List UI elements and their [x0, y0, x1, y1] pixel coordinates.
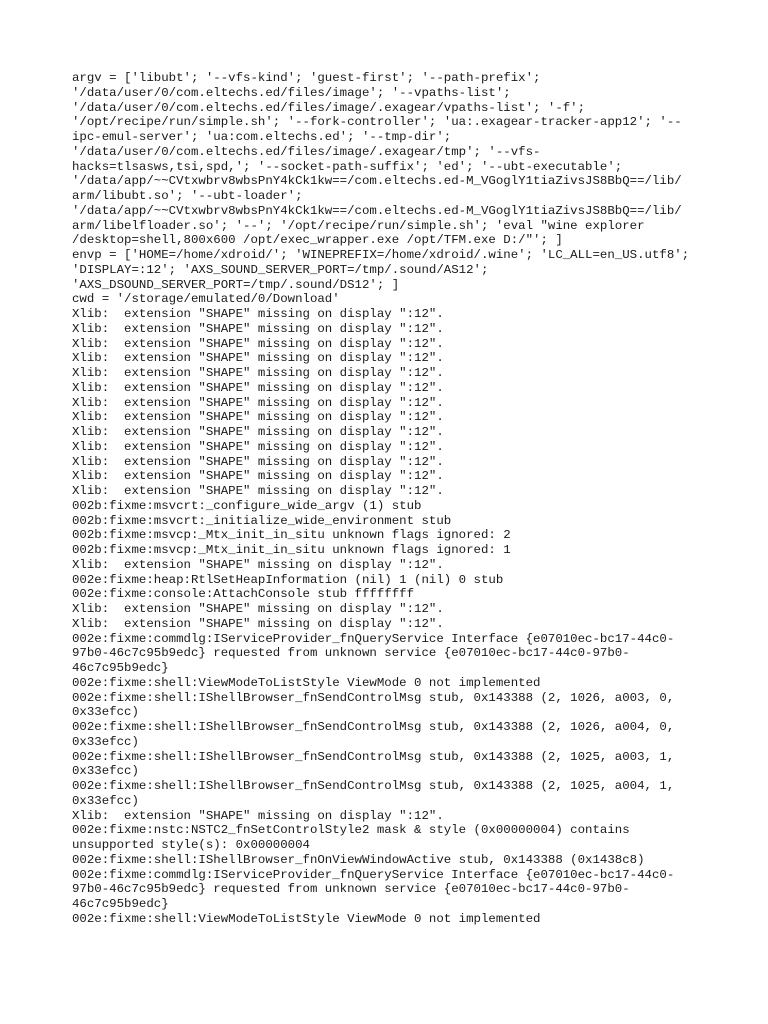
- log-line: Xlib: extension "SHAPE" missing on display ":12".: [72, 439, 444, 454]
- log-line: Xlib: extension "SHAPE" missing on display ":12".: [72, 321, 444, 336]
- log-line: 46c7c95b9edc}: [72, 661, 169, 675]
- log-line: 0x33efcc): [72, 793, 139, 808]
- log-line: Xlib: extension "SHAPE" missing on display ":12".: [72, 366, 444, 380]
- log-line: 002e:fixme:console:AttachConsole stub ffffffff: [72, 587, 415, 602]
- log-line: 002e:fixme:commdlg:IServiceProvider_fnQueryService Interface {e07010ec-bc17-44c0-: [72, 867, 675, 882]
- log-line: 002e:fixme:heap:RtlSetHeapInformation (nil) 1 (nil) 0 stub: [72, 572, 504, 587]
- log-line: cwd = '/storage/emulated/0/Download': [72, 292, 340, 307]
- log-line: Xlib: extension "SHAPE" missing on display ":12".: [72, 336, 444, 351]
- log-line: 0x33efcc): [72, 734, 139, 749]
- log-line: /desktop=shell,800x600 /opt/exec_wrapper.exe /opt/TFM.exe D:/"'; ]: [72, 233, 563, 248]
- log-line: 002e:fixme:shell:IShellBrowser_fnOnViewWindowActive stub, 0x143388 (0x1438c8): [72, 852, 645, 867]
- log-line: Xlib: extension "SHAPE" missing on display ":12".: [72, 454, 444, 469]
- log-line: 002e:fixme:shell:IShellBrowser_fnSendControlMsg stub, 0x143388 (2, 1026, a003, 0,: [72, 690, 675, 705]
- log-line: Xlib: extension "SHAPE" missing on display ":12".: [72, 410, 444, 425]
- log-line: 'DISPLAY=:12'; 'AXS_SOUND_SERVER_PORT=/tmp/.sound/AS12';: [72, 262, 489, 277]
- log-line: 002b:fixme:msvcrt:_initialize_wide_environment stub: [72, 513, 452, 528]
- log-line: Xlib: extension "SHAPE" missing on display ":12".: [72, 557, 444, 572]
- log-line: Xlib: extension "SHAPE" missing on display ":12".: [72, 616, 444, 631]
- log-line: '/opt/recipe/run/simple.sh'; '--fork-controller'; 'ua:.exagear-tracker-app12'; '--: [72, 115, 682, 130]
- log-line: 97b0-46c7c95b9edc} requested from unknown service {e07010ec-bc17-44c0-97b0-: [72, 646, 630, 661]
- log-line: 002e:fixme:nstc:NSTC2_fnSetControlStyle2 mask & style (0x00000004) contains: [72, 823, 630, 838]
- log-line: Xlib: extension "SHAPE" missing on display ":12".: [72, 307, 444, 321]
- log-line: Xlib: extension "SHAPE" missing on display ":12".: [72, 808, 444, 823]
- log-line: Xlib: extension "SHAPE" missing on display ":12".: [72, 469, 444, 484]
- log-line: arm/libubt.so'; '--ubt-loader';: [72, 189, 303, 203]
- log-line: 002e:fixme:shell:ViewModeToListStyle ViewMode 0 not implemented: [72, 675, 541, 690]
- log-line: 0x33efcc): [72, 705, 139, 720]
- log-line: '/data/app/~~CVtxwbrv8wbsPnY4kCk1kw==/com.eltechs.ed-M_VGoglY1tiaZivsJS8BbQ==/lib/: [72, 203, 682, 218]
- log-line: 002e:fixme:shell:IShellBrowser_fnSendControlMsg stub, 0x143388 (2, 1026, a004, 0,: [72, 720, 675, 734]
- log-line: unsupported style(s): 0x00000004: [72, 838, 310, 852]
- log-line: '/data/app/~~CVtxwbrv8wbsPnY4kCk1kw==/com.eltechs.ed-M_VGoglY1tiaZivsJS8BbQ==/lib/: [72, 174, 682, 189]
- log-line: argv = ['libubt'; '--vfs-kind'; 'guest-first'; '--path-prefix';: [72, 71, 541, 85]
- log-line: hacks=tlsasws,tsi,spd,'; '--socket-path-suffix'; 'ed'; '--ubt-executable';: [72, 159, 623, 174]
- log-line: 'AXS_DSOUND_SERVER_PORT=/tmp/.sound/DS12'; ]: [72, 277, 400, 292]
- log-line: 002b:fixme:msvcp:_Mtx_init_in_situ unknown flags ignored: 2: [72, 528, 511, 543]
- log-line: '/data/user/0/com.eltechs.ed/files/image/.exagear/tmp'; '--vfs-: [72, 144, 541, 159]
- log-line: 002e:fixme:shell:ViewModeToListStyle ViewMode 0 not implemented: [72, 911, 541, 926]
- log-line: 46c7c95b9edc}: [72, 897, 169, 911]
- log-line: Xlib: extension "SHAPE" missing on display ":12".: [72, 602, 444, 616]
- log-line: 0x33efcc): [72, 764, 139, 779]
- log-line: Xlib: extension "SHAPE" missing on display ":12".: [72, 380, 444, 395]
- log-line: 002e:fixme:shell:IShellBrowser_fnSendControlMsg stub, 0x143388 (2, 1025, a004, 1,: [72, 779, 675, 793]
- log-line: 002e:fixme:shell:IShellBrowser_fnSendControlMsg stub, 0x143388 (2, 1025, a003, 1,: [72, 749, 675, 764]
- log-line: ipc-emul-server'; 'ua:com.eltechs.ed'; '--tmp-dir';: [72, 130, 452, 144]
- log-line: 002b:fixme:msvcp:_Mtx_init_in_situ unknown flags ignored: 1: [72, 543, 511, 557]
- log-line: 002e:fixme:commdlg:IServiceProvider_fnQueryService Interface {e07010ec-bc17-44c0-: [72, 631, 675, 646]
- log-line: Xlib: extension "SHAPE" missing on display ":12".: [72, 484, 444, 498]
- log-line: Xlib: extension "SHAPE" missing on display ":12".: [72, 395, 444, 410]
- log-line: 002b:fixme:msvcrt:_configure_wide_argv (1) stub: [72, 498, 422, 513]
- log-line: '/data/user/0/com.eltechs.ed/files/image/.exagear/vpaths-list'; '-f';: [72, 100, 586, 115]
- log-line: Xlib: extension "SHAPE" missing on display ":12".: [72, 351, 444, 366]
- log-line: 97b0-46c7c95b9edc} requested from unknown service {e07010ec-bc17-44c0-97b0-: [72, 882, 630, 897]
- log-document: [72, 71, 712, 927]
- log-line: arm/libelfloader.so'; '--'; '/opt/recipe/run/simple.sh'; 'eval "wine explorer: [72, 218, 645, 233]
- log-line: '/data/user/0/com.eltechs.ed/files/image'; '--vpaths-list';: [72, 85, 511, 100]
- log-line: envp = ['HOME=/home/xdroid/'; 'WINEPREFIX=/home/xdroid/.wine'; 'LC_ALL=en_US.utf8';: [72, 248, 690, 262]
- log-line: Xlib: extension "SHAPE" missing on display ":12".: [72, 425, 444, 439]
